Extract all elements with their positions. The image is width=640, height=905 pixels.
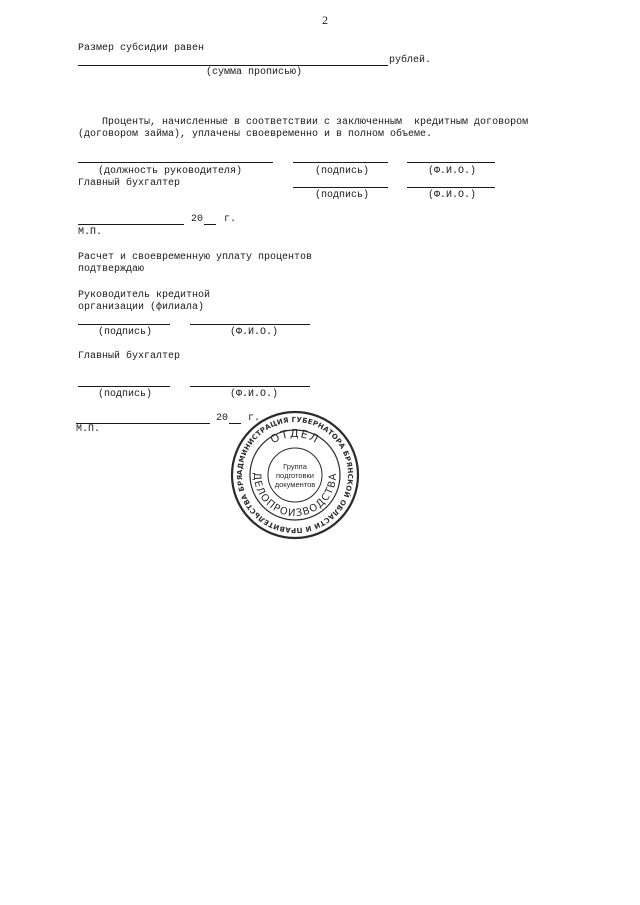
date-year-suffix-2: г. bbox=[248, 413, 261, 424]
date-line-1 bbox=[78, 224, 184, 225]
date-year-suffix-1: г. bbox=[224, 214, 237, 225]
bank-accountant-signature-caption: (подпись) bbox=[98, 389, 153, 400]
signature-caption: (подпись) bbox=[315, 166, 370, 177]
seal-place-2: М.П. bbox=[76, 424, 101, 435]
stamp-center-line-2: подготовки bbox=[276, 471, 314, 480]
stamp-top-word: ОТДЕЛ bbox=[268, 426, 322, 447]
bank-accountant-name-line bbox=[190, 386, 310, 387]
accountant-signature-line bbox=[293, 187, 388, 188]
stamp-seal-icon bbox=[230, 410, 360, 540]
stamp-bottom-word: ДЕЛОПРОИЗВОДСТВА bbox=[250, 472, 340, 520]
page-number: 2 bbox=[322, 13, 328, 27]
stamp-outer-text: АДМИНИСТРАЦИЯ ГУБЕРНАТОРА БРЯНСКОЙ ОБЛАСТИ И ПРАВИТЕЛЬСТВА БРЯ bbox=[235, 415, 355, 535]
date-year-prefix-2: 20 bbox=[216, 413, 229, 424]
position-line bbox=[78, 162, 273, 163]
date-year-blank-1 bbox=[204, 224, 216, 225]
name-caption: (Ф.И.О.) bbox=[428, 166, 477, 177]
stamp-center-line-1: Группа bbox=[283, 462, 307, 471]
accountant-signature-caption: (подпись) bbox=[315, 190, 370, 201]
subsidy-amount-line bbox=[78, 65, 388, 66]
subsidy-caption: (сумма прописью) bbox=[206, 67, 303, 78]
interest-paragraph-line-1: Проценты, начисленные в соответствии с заключенным кредитным договором bbox=[102, 117, 529, 128]
bank-head-signature-caption: (подпись) bbox=[98, 327, 153, 338]
svg-text:ОТДЕЛ bbox=[268, 427, 321, 446]
bank-accountant-title: Главный бухгалтер bbox=[78, 351, 181, 362]
interest-paragraph-line-2: (договором займа), уплачены своевременно и в полном объеме. bbox=[78, 129, 433, 140]
bank-head-name-caption: (Ф.И.О.) bbox=[230, 327, 279, 338]
position-caption: (должность руководителя) bbox=[98, 166, 243, 177]
bank-head-name-line bbox=[190, 324, 310, 325]
name-line bbox=[407, 162, 495, 163]
bank-accountant-name-caption: (Ф.И.О.) bbox=[230, 389, 279, 400]
subsidy-label: Размер субсидии равен bbox=[78, 43, 205, 54]
confirm-line-1: Расчет и своевременную уплату процентов bbox=[78, 252, 313, 263]
stamp-center-line-3: документов bbox=[274, 480, 316, 489]
office-stamp bbox=[230, 410, 360, 540]
bank-head-line-1: Руководитель кредитной bbox=[78, 290, 211, 301]
bank-head-signature-line bbox=[78, 324, 170, 325]
accountant-name-line bbox=[407, 187, 495, 188]
chief-accountant-label: Главный бухгалтер bbox=[78, 178, 181, 189]
confirm-line-2: подтверждаю bbox=[78, 264, 145, 275]
date-year-prefix-1: 20 bbox=[191, 214, 204, 225]
accountant-name-caption: (Ф.И.О.) bbox=[428, 190, 477, 201]
signature-line bbox=[293, 162, 388, 163]
bank-head-line-2: организации (филиала) bbox=[78, 302, 205, 313]
subsidy-currency: рублей. bbox=[389, 55, 432, 66]
seal-place-1: М.П. bbox=[78, 227, 103, 238]
bank-accountant-signature-line bbox=[78, 386, 170, 387]
